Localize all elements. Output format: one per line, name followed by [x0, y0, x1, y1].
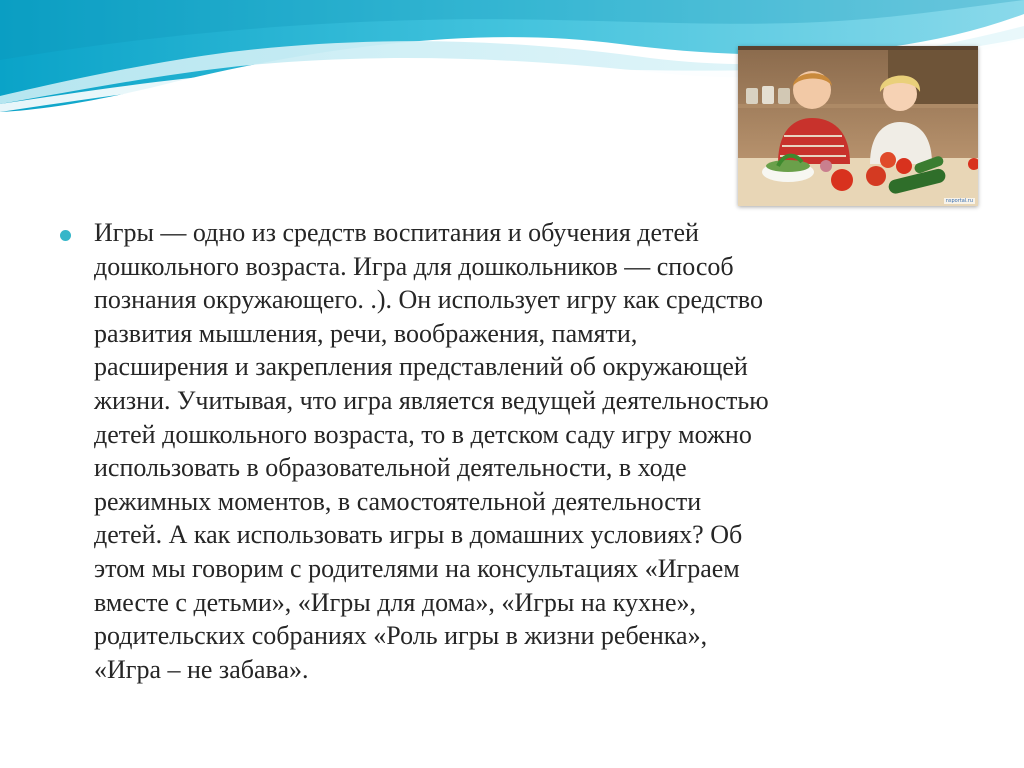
children-cooking-photo: [738, 46, 978, 206]
text-line-7: детей дошкольного возраста, то в детском саду игру можно: [94, 419, 752, 449]
bullet-dot-icon: [60, 230, 71, 241]
text-line-8: использовать в образовательной деятельности, в ходе: [94, 453, 687, 483]
text-line-2: дошкольного возраста. Игра для дошкольников — способ: [94, 251, 734, 281]
text-line-3: познания окружающего. .). Он использует игру как средство: [94, 285, 763, 315]
bullet-paragraph: [94, 216, 970, 686]
text-line-4: развития мышления, речи, воображения, памяти,: [94, 318, 638, 348]
slide-content: [60, 216, 970, 686]
text-line-9: режимных моментов, в самостоятельной деятельности: [94, 486, 702, 516]
text-line-10: детей. А как использовать игры в домашних условиях? Об: [94, 520, 743, 550]
text-line-13: родительских собраниях «Роль игры в жизни ребенка»,: [94, 621, 708, 651]
text-line-11: этом мы говорим с родителями на консультациях «Играем: [94, 553, 740, 583]
text-line-12: вместе с детьми», «Игры для дома», «Игры на кухне»,: [94, 587, 697, 617]
text-line-6: жизни. Учитывая, что игра является ведущей деятельностью: [94, 385, 769, 415]
text-line-14: «Игра – не забава».: [94, 654, 309, 684]
text-line-1: Игры — одно из средств воспитания и обучения детей: [94, 218, 699, 247]
photo-watermark: nsportal.ru: [945, 198, 973, 204]
text-line-5: расширения и закрепления представлений об окружающей: [94, 352, 748, 382]
bullet-item: [60, 216, 970, 686]
